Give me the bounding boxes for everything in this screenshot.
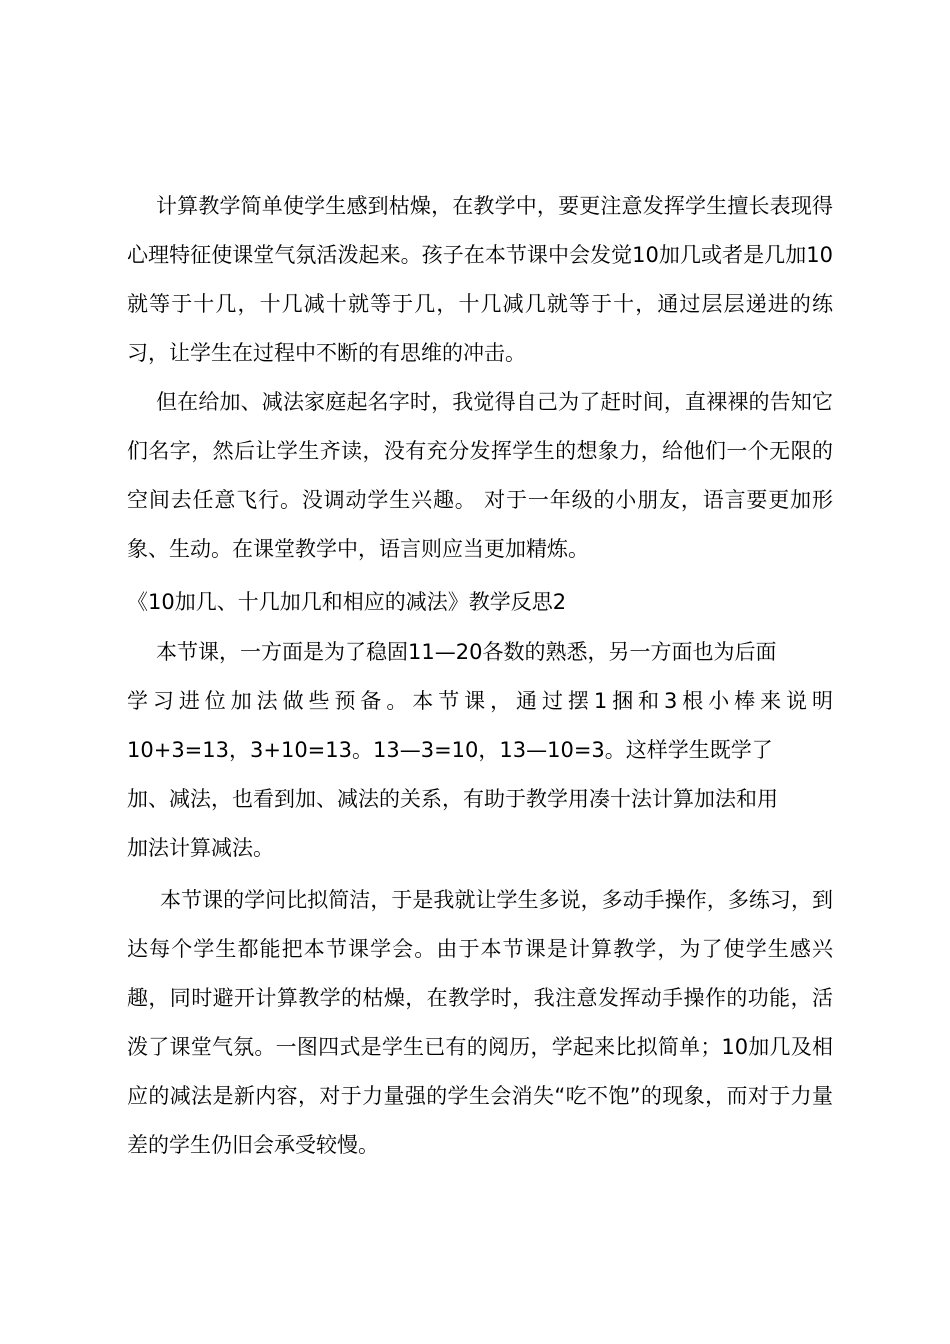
paragraph-1: 计算教学简单使学生感到枯燥，在教学中，要更注意发挥学生擅长表现得心理特征使课堂气氛活泼起来。孩子在本节课中会发觉10加几或者是几加10就等于十几，十几减十就等于几，十几减几就等于十，通过层层递进的练习，让学生在过程中不断的有思维的冲击。 — [127, 194, 833, 365]
paragraph-3-line-5: 加法计算减法。 — [127, 836, 274, 860]
paragraph-2: 但在给加、减法家庭起名字时，我觉得自己为了赶时间，直裸裸的告知它们名字，然后让学生齐读，没有充分发挥学生的想象力，给他们一个无限的空间去任意飞行。没调动学生兴趣。 对于一年级的小朋友，语言要更加形象、生动。在课堂教学中，语言则应当更加精炼。 — [127, 390, 833, 561]
paragraph-3-line-3: 10+3=13，3+10=13。13—3=10，13—10=3。这样学生既学了 — [127, 738, 773, 762]
section-title: 《10加几、十几加几和相应的减法》教学反思2 — [127, 590, 567, 614]
paragraph-3-line-4: 加、减法，也看到加、减法的关系，有助于教学用凑十法计算加法和用 — [127, 787, 778, 811]
paragraph-3-line-1: 本节课，一方面是为了稳固11—20各数的熟悉，另一方面也为后面 — [156, 640, 777, 664]
paragraph-3-line-2: 学习进位加法做些预备。本节课，通过摆1捆和3根小棒来说明 — [127, 689, 833, 713]
paragraph-4: 本节课的学问比拟简洁，于是我就让学生多说，多动手操作，多练习，到达每个学生都能把本节课学会。由于本节课是计算教学，为了使学生感兴趣，同时避开计算教学的枯燥，在教学时，我注意发挥动手操作的功能，活泼了课堂气氛。一图四式是学生已有的阅历，学起来比拟简单；10加几及相应的减法是新内容，对于力量强的学生会消失“吃不饱”的现象，而对于力量差的学生仍旧会承受较慢。 — [127, 888, 833, 1157]
paragraph-3 — [127, 628, 833, 873]
